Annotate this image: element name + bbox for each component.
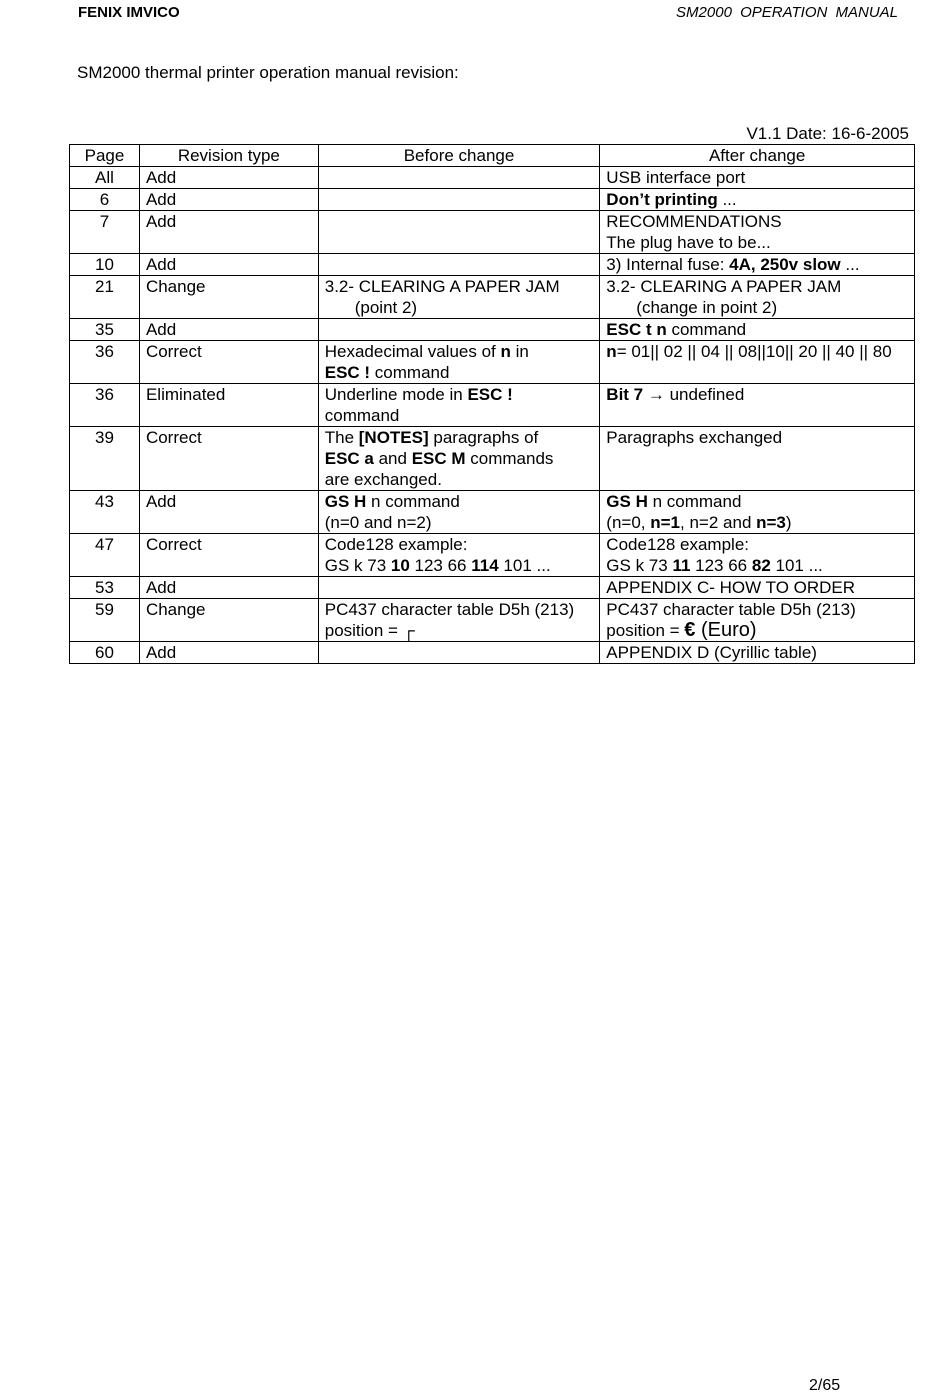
cell-revision-type: Add bbox=[139, 319, 318, 341]
table-row bbox=[70, 319, 915, 341]
table-row bbox=[70, 599, 915, 642]
version-date: V1.1 Date: 16-6-2005 bbox=[746, 124, 909, 143]
cell-after: Don’t printing ... bbox=[600, 189, 915, 211]
cell-before: Hexadecimal values of n in ESC ! command bbox=[318, 341, 600, 384]
column-header-page: Page bbox=[70, 145, 140, 167]
cell-revision-type: Add bbox=[139, 642, 318, 664]
cell-page: 53 bbox=[70, 577, 140, 599]
table-header-row bbox=[70, 145, 915, 167]
cell-before bbox=[318, 211, 600, 254]
cell-after: 3.2- CLEARING A PAPER JAM (change in point 2) bbox=[600, 276, 915, 319]
table-row bbox=[70, 534, 915, 577]
cell-page: 36 bbox=[70, 384, 140, 427]
cell-revision-type: Add bbox=[139, 491, 318, 534]
cell-after: RECOMMENDATIONS The plug have to be... bbox=[600, 211, 915, 254]
cell-before: Code128 example: GS k 73 10 123 66 114 101 ... bbox=[318, 534, 600, 577]
table-row bbox=[70, 189, 915, 211]
table-row bbox=[70, 167, 915, 189]
cell-before: The [NOTES] paragraphs of ESC a and ESC M commands are exchanged. bbox=[318, 427, 600, 491]
header-company: FENIX IMVICO bbox=[78, 4, 180, 21]
cell-before bbox=[318, 254, 600, 276]
cell-page: All bbox=[70, 167, 140, 189]
cell-before: 3.2- CLEARING A PAPER JAM (point 2) bbox=[318, 276, 600, 319]
table-row bbox=[70, 211, 915, 254]
cell-revision-type: Correct bbox=[139, 341, 318, 384]
cell-page: 60 bbox=[70, 642, 140, 664]
cell-before: PC437 character table D5h (213) position = ┌ bbox=[318, 599, 600, 642]
table-row bbox=[70, 254, 915, 276]
cell-before bbox=[318, 577, 600, 599]
cell-before bbox=[318, 189, 600, 211]
column-header-after-change: After change bbox=[600, 145, 915, 167]
cell-page: 36 bbox=[70, 341, 140, 384]
cell-page: 47 bbox=[70, 534, 140, 577]
cell-revision-type: Eliminated bbox=[139, 384, 318, 427]
cell-page: 35 bbox=[70, 319, 140, 341]
table-row bbox=[70, 491, 915, 534]
cell-page: 6 bbox=[70, 189, 140, 211]
cell-revision-type: Correct bbox=[139, 534, 318, 577]
cell-before: GS H n command (n=0 and n=2) bbox=[318, 491, 600, 534]
cell-before bbox=[318, 167, 600, 189]
cell-after: Bit 7 → undefined bbox=[600, 384, 915, 427]
cell-before bbox=[318, 319, 600, 341]
document-title: SM2000 thermal printer operation manual revision: bbox=[77, 63, 459, 82]
revision-table bbox=[69, 144, 915, 664]
cell-revision-type: Add bbox=[139, 167, 318, 189]
table-row bbox=[70, 577, 915, 599]
cell-revision-type: Correct bbox=[139, 427, 318, 491]
cell-revision-type: Add bbox=[139, 577, 318, 599]
cell-after: Paragraphs exchanged bbox=[600, 427, 915, 491]
cell-page: 39 bbox=[70, 427, 140, 491]
cell-page: 7 bbox=[70, 211, 140, 254]
table-row bbox=[70, 642, 915, 664]
cell-after: APPENDIX D (Cyrillic table) bbox=[600, 642, 915, 664]
cell-revision-type: Add bbox=[139, 189, 318, 211]
cell-revision-type: Add bbox=[139, 211, 318, 254]
column-header-revision-type: Revision type bbox=[139, 145, 318, 167]
page-number: 2/65 bbox=[809, 1377, 841, 1394]
column-header-before-change: Before change bbox=[318, 145, 600, 167]
cell-revision-type: Change bbox=[139, 599, 318, 642]
cell-page: 21 bbox=[70, 276, 140, 319]
cell-after: APPENDIX C- HOW TO ORDER bbox=[600, 577, 915, 599]
table-row bbox=[70, 384, 915, 427]
cell-after: 3) Internal fuse: 4A, 250v slow ... bbox=[600, 254, 915, 276]
header-manual-title: SM2000 OPERATION MANUAL bbox=[676, 4, 898, 21]
table-row bbox=[70, 341, 915, 384]
cell-page: 59 bbox=[70, 599, 140, 642]
table-row bbox=[70, 427, 915, 491]
cell-page: 43 bbox=[70, 491, 140, 534]
cell-before: Underline mode in ESC ! command bbox=[318, 384, 600, 427]
cell-after: PC437 character table D5h (213) position = € (Euro) bbox=[600, 599, 915, 642]
cell-revision-type: Change bbox=[139, 276, 318, 319]
cell-page: 10 bbox=[70, 254, 140, 276]
cell-after: Code128 example: GS k 73 11 123 66 82 101 ... bbox=[600, 534, 915, 577]
cell-before bbox=[318, 642, 600, 664]
cell-after: GS H n command (n=0, n=1, n=2 and n=3) bbox=[600, 491, 915, 534]
cell-after: USB interface port bbox=[600, 167, 915, 189]
table-row bbox=[70, 276, 915, 319]
cell-after: n= 01|| 02 || 04 || 08||10|| 20 || 40 || 80 bbox=[600, 341, 915, 384]
cell-after: ESC t n command bbox=[600, 319, 915, 341]
cell-revision-type: Add bbox=[139, 254, 318, 276]
